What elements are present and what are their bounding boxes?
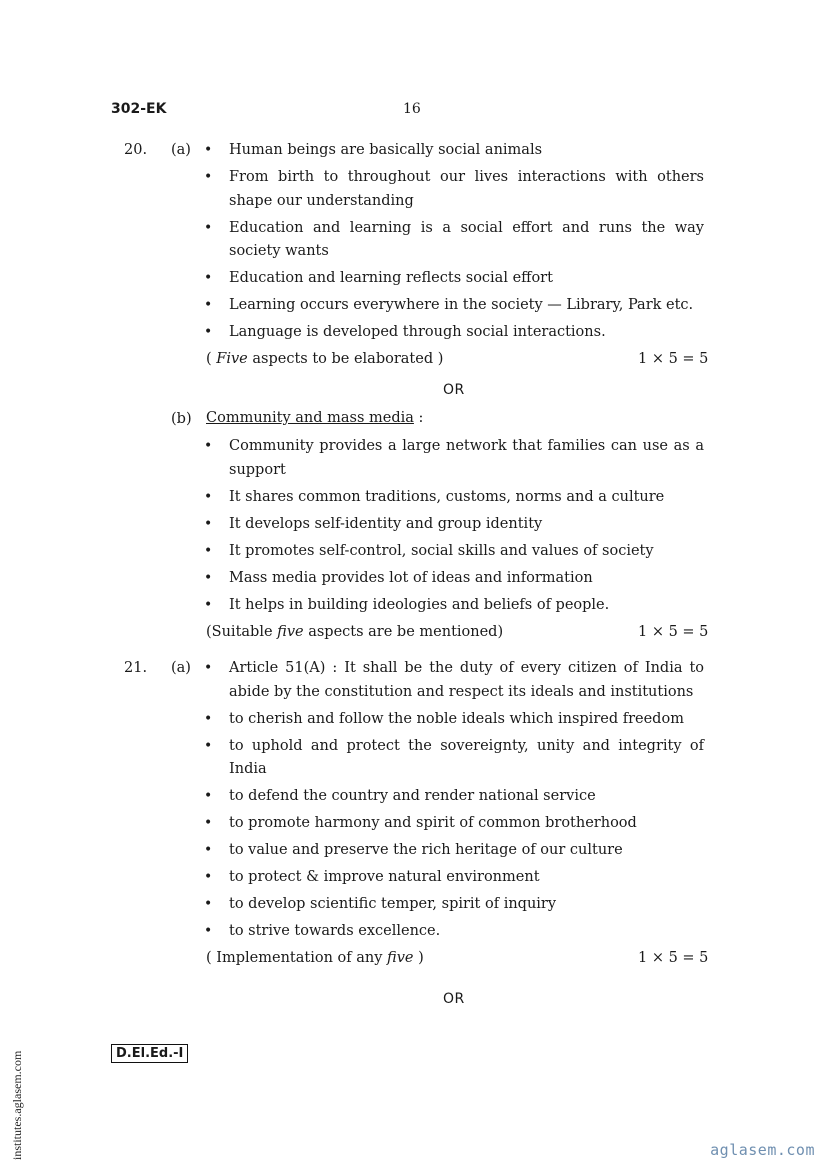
marks-21a: 1 × 5 = 5 <box>638 950 709 966</box>
paper-code: 302-EK <box>111 101 167 117</box>
list-item: • Mass media provides lot of ideas and information <box>204 567 704 591</box>
list-item: • to defend the country and render national service <box>204 785 704 809</box>
list-item: • to promote harmony and spirit of common brotherhood <box>204 812 704 836</box>
answer-list-20a <box>204 139 704 348</box>
course-stamp: D.El.Ed.-I <box>111 1044 188 1063</box>
list-item: • Education and learning reflects social effort <box>204 267 704 291</box>
part-label-20b: (b) <box>171 411 192 427</box>
list-item: • From birth to throughout our lives interactions with others shape our understanding <box>204 166 704 213</box>
list-item: • to strive towards excellence. <box>204 920 704 944</box>
list-item: • Community provides a large network that families can use as a support <box>204 435 704 482</box>
answer-list-20b <box>204 435 704 621</box>
list-item: • Language is developed through social interactions. <box>204 321 704 345</box>
list-item: • Article 51(A) : It shall be the duty of every citizen of India to abide by the constitution and respect its ideals and institutions <box>204 657 704 704</box>
side-url-text: institutes.aglasem.com <box>10 1050 24 1160</box>
section-heading-20b: Community and mass media : <box>206 410 424 426</box>
marks-20b: 1 × 5 = 5 <box>638 624 709 640</box>
or-separator-20: OR <box>443 382 465 398</box>
question-number-20: 20. <box>124 142 148 158</box>
list-item: • to cherish and follow the noble ideals which inspired freedom <box>204 708 704 732</box>
list-item: • to uphold and protect the sovereignty, unity and integrity of India <box>204 735 704 782</box>
part-label-20a: (a) <box>171 142 191 158</box>
marks-20a: 1 × 5 = 5 <box>638 351 709 367</box>
list-item: • Education and learning is a social effort and runs the way society wants <box>204 217 704 264</box>
list-item: • to develop scientific temper, spirit of inquiry <box>204 893 704 917</box>
list-item: • to protect & improve natural environment <box>204 866 704 890</box>
question-number-21: 21. <box>124 660 148 676</box>
list-item: • It promotes self-control, social skills and values of society <box>204 540 704 564</box>
list-item: • Human beings are basically social animals <box>204 139 704 163</box>
marking-note-20b: (Suitable five aspects are be mentioned) <box>206 624 504 640</box>
list-item: • to value and preserve the rich heritage of our culture <box>204 839 704 863</box>
or-separator-21: OR <box>443 991 465 1007</box>
marking-note-20a: ( Five aspects to be elaborated ) <box>206 351 444 367</box>
marking-note-21a: ( Implementation of any five ) <box>206 950 424 966</box>
watermark-link[interactable]: aglasem.com <box>710 1141 815 1159</box>
answer-list-21a <box>204 657 704 947</box>
list-item: • It helps in building ideologies and beliefs of people. <box>204 594 704 618</box>
page-number: 16 <box>403 101 421 117</box>
part-label-21a: (a) <box>171 660 191 676</box>
list-item: • It shares common traditions, customs, norms and a culture <box>204 486 704 510</box>
list-item: • It develops self-identity and group identity <box>204 513 704 537</box>
list-item: • Learning occurs everywhere in the society — Library, Park etc. <box>204 294 704 318</box>
